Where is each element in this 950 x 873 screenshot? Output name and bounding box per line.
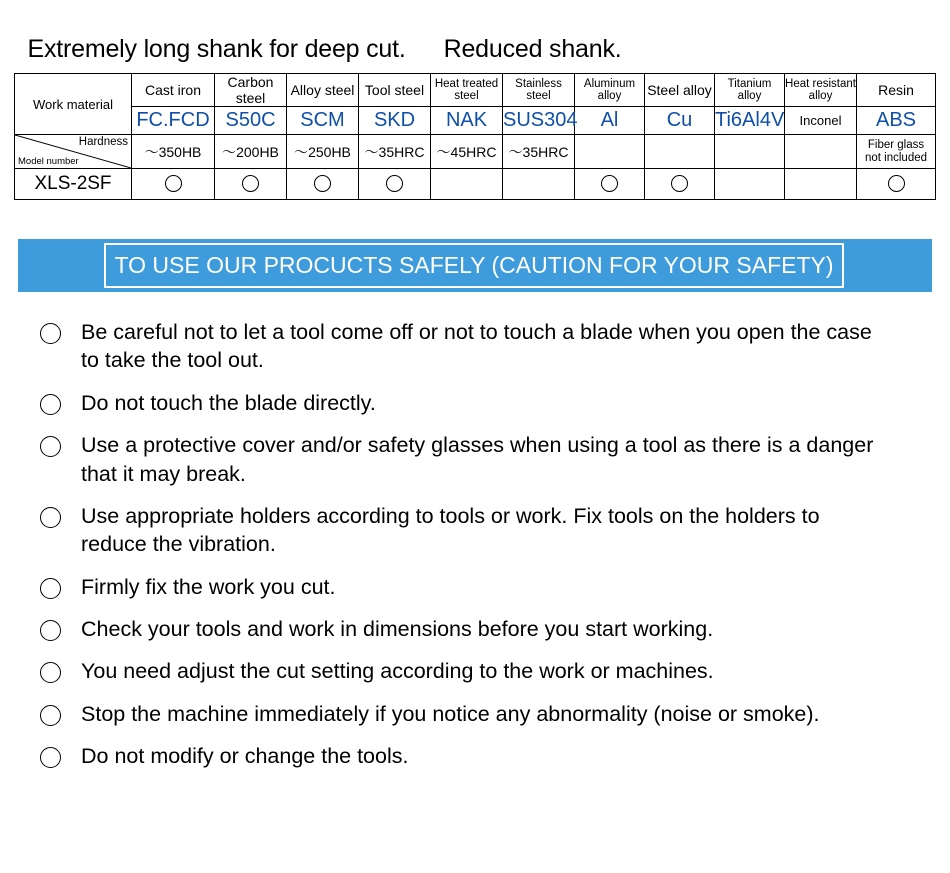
circle-mark-icon [165, 175, 182, 192]
circle-bullet-icon [40, 578, 61, 599]
hardness-label: Hardness [78, 136, 128, 148]
list-item [40, 318, 920, 375]
material-hardness [645, 135, 715, 169]
material-hardness: 〜200HB [215, 135, 287, 169]
compatibility-cell [431, 169, 503, 200]
circle-mark-icon [314, 175, 331, 192]
material-code: SUS304 [503, 107, 575, 135]
list-item [40, 615, 920, 643]
material-name-header: Alloy steel [287, 74, 359, 107]
material-code: SKD [359, 107, 431, 135]
material-name-header: Cast iron [132, 74, 215, 107]
page-title [14, 6, 622, 64]
compatibility-cell [715, 169, 785, 200]
safety-item-text: Do not touch the blade directly. [81, 390, 376, 415]
list-item [40, 389, 920, 417]
compatibility-cell [575, 169, 645, 200]
material-hardness [715, 135, 785, 169]
compatibility-cell [132, 169, 215, 200]
safety-item-text: You need adjust the cut setting according to the work or machines. [81, 659, 714, 684]
material-hardness [575, 135, 645, 169]
list-item [40, 742, 920, 770]
safety-item-text: Check your tools and work in dimensions before you start working. [81, 617, 714, 641]
material-code: SCM [287, 107, 359, 135]
material-name-header: Tool steel [359, 74, 431, 107]
circle-mark-icon [888, 175, 905, 192]
compatibility-cell [645, 169, 715, 200]
compatibility-cell [503, 169, 575, 200]
safety-banner-title: TO USE OUR PROCUCTS SAFELY (CAUTION FOR YOUR SAFETY) [104, 243, 844, 288]
table-corner-work-material [15, 74, 132, 135]
circle-mark-icon [671, 175, 688, 192]
material-hardness: 〜35HRC [359, 135, 431, 169]
material-hardness: 〜35HRC [503, 135, 575, 169]
compatibility-cell [287, 169, 359, 200]
material-code: NAK [431, 107, 503, 135]
headline-left: Extremely long shank for deep cut. [27, 35, 406, 63]
material-name-header: Carbon steel [215, 74, 287, 107]
safety-item-text: Firmly fix the work you cut. [81, 574, 336, 599]
safety-item-text: Do not modify or change the tools. [81, 744, 409, 769]
material-hardness: 〜350HB [132, 135, 215, 169]
circle-bullet-icon [40, 747, 61, 768]
compatibility-cell [857, 169, 936, 200]
safety-banner [18, 239, 932, 292]
safety-item-text: Use appropriate holders according to tools or work. Fix tools on the holders to reduce the vibration. [81, 503, 820, 557]
material-hardness: 〜45HRC [431, 135, 503, 169]
material-hardness [785, 135, 857, 169]
circle-mark-icon [386, 175, 403, 192]
list-item [40, 502, 920, 559]
work-material-label: Work material [33, 96, 113, 112]
list-item [40, 431, 920, 488]
material-name-header: Heat resistant alloy [785, 74, 857, 107]
material-name-header: Stainless steel [503, 74, 575, 107]
material-name-header: Steel alloy [645, 74, 715, 107]
list-item [40, 573, 920, 601]
circle-bullet-icon [40, 507, 61, 528]
work-material-table [14, 73, 935, 200]
material-code: Inconel [785, 107, 857, 135]
material-name-header: Aluminum alloy [575, 74, 645, 107]
material-name-header: Titanium alloy [715, 74, 785, 107]
circle-bullet-icon [40, 620, 61, 641]
compatibility-cell [359, 169, 431, 200]
material-code: Al [575, 107, 645, 135]
circle-mark-icon [601, 175, 618, 192]
material-name-header: Resin [857, 74, 936, 107]
circle-bullet-icon [40, 323, 61, 344]
material-code: FC.FCD [132, 107, 215, 135]
safety-item-text: Use a protective cover and/or safety glasses when using a tool as there is a danger that it may break. [81, 433, 874, 486]
list-item [40, 700, 920, 728]
material-code: Cu [645, 107, 715, 135]
safety-item-text: Be careful not to let a tool come off or not to touch a blade when you open the case to take the tool out. [81, 320, 872, 373]
material-code: ABS [857, 107, 936, 135]
circle-bullet-icon [40, 705, 61, 726]
compatibility-cell [785, 169, 857, 200]
circle-bullet-icon [40, 436, 61, 457]
circle-bullet-icon [40, 662, 61, 683]
circle-bullet-icon [40, 394, 61, 415]
model-number-label: Model number [18, 156, 79, 167]
list-item [40, 657, 920, 685]
material-name-header: Heat treated steel [431, 74, 503, 107]
material-hardness: 〜250HB [287, 135, 359, 169]
material-code: S50C [215, 107, 287, 135]
circle-mark-icon [242, 175, 259, 192]
headline-right: Reduced shank. [443, 35, 622, 63]
material-hardness: Fiber glass not included [857, 135, 936, 169]
model-number-value: XLS-2SF [15, 169, 132, 200]
material-code: Ti6Al4V [715, 107, 785, 135]
compatibility-cell [215, 169, 287, 200]
safety-list [40, 318, 920, 785]
safety-item-text: Stop the machine immediately if you notice any abnormality (noise or smoke). [81, 701, 820, 726]
hardness-model-corner [15, 135, 132, 169]
